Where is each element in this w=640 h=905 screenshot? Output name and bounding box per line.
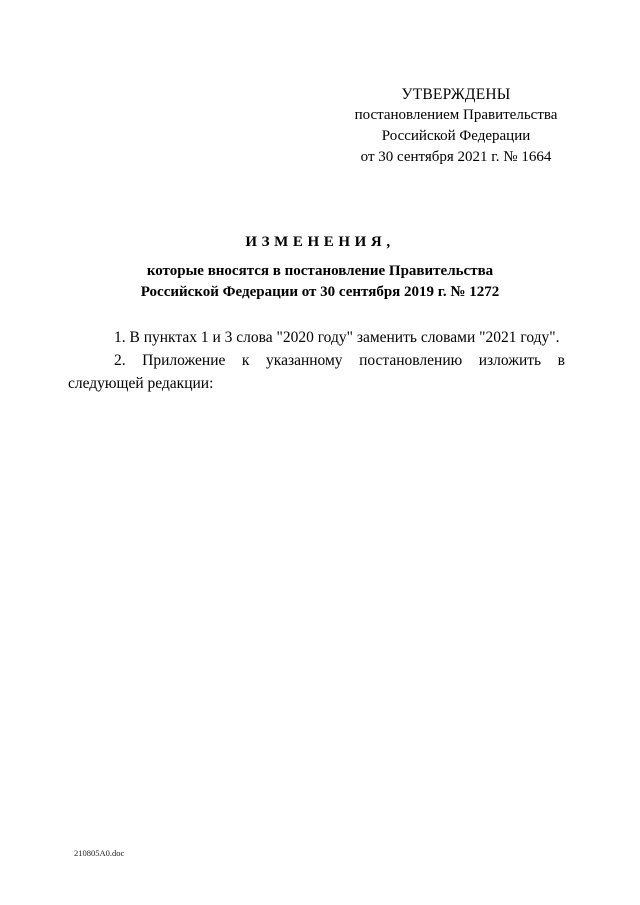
document-subtitle-line-2: Российской Федерации от 30 сентября 2019 г. № 1272	[140, 284, 500, 300]
document-title-block	[90, 232, 550, 303]
document-subtitle	[90, 261, 550, 303]
document-body	[68, 326, 565, 395]
paragraph-1-text: 1. В пунктах 1 и 3 слова "2020 году" заменить словами "2021 году".	[114, 329, 560, 346]
approval-line-3: от 30 сентября 2021 г. № 1664	[360, 149, 552, 165]
document-title: ИЗМЕНЕНИЯ,	[245, 234, 395, 250]
approval-line-1: постановлением Правительства	[354, 107, 558, 123]
approval-stamp	[330, 84, 582, 168]
paragraph-1	[68, 326, 565, 349]
approval-heading: УТВЕРЖДЕНЫ	[401, 86, 511, 103]
paragraph-2: 2. Приложение к указанному постановлению изложить в следующей редакции:	[68, 352, 565, 392]
approval-line-2: Российской Федерации	[381, 128, 531, 144]
document-subtitle-line-1: которые вносятся в постановление Правительства	[146, 263, 494, 279]
footer-file-name: 210805A0.doc	[74, 848, 125, 858]
